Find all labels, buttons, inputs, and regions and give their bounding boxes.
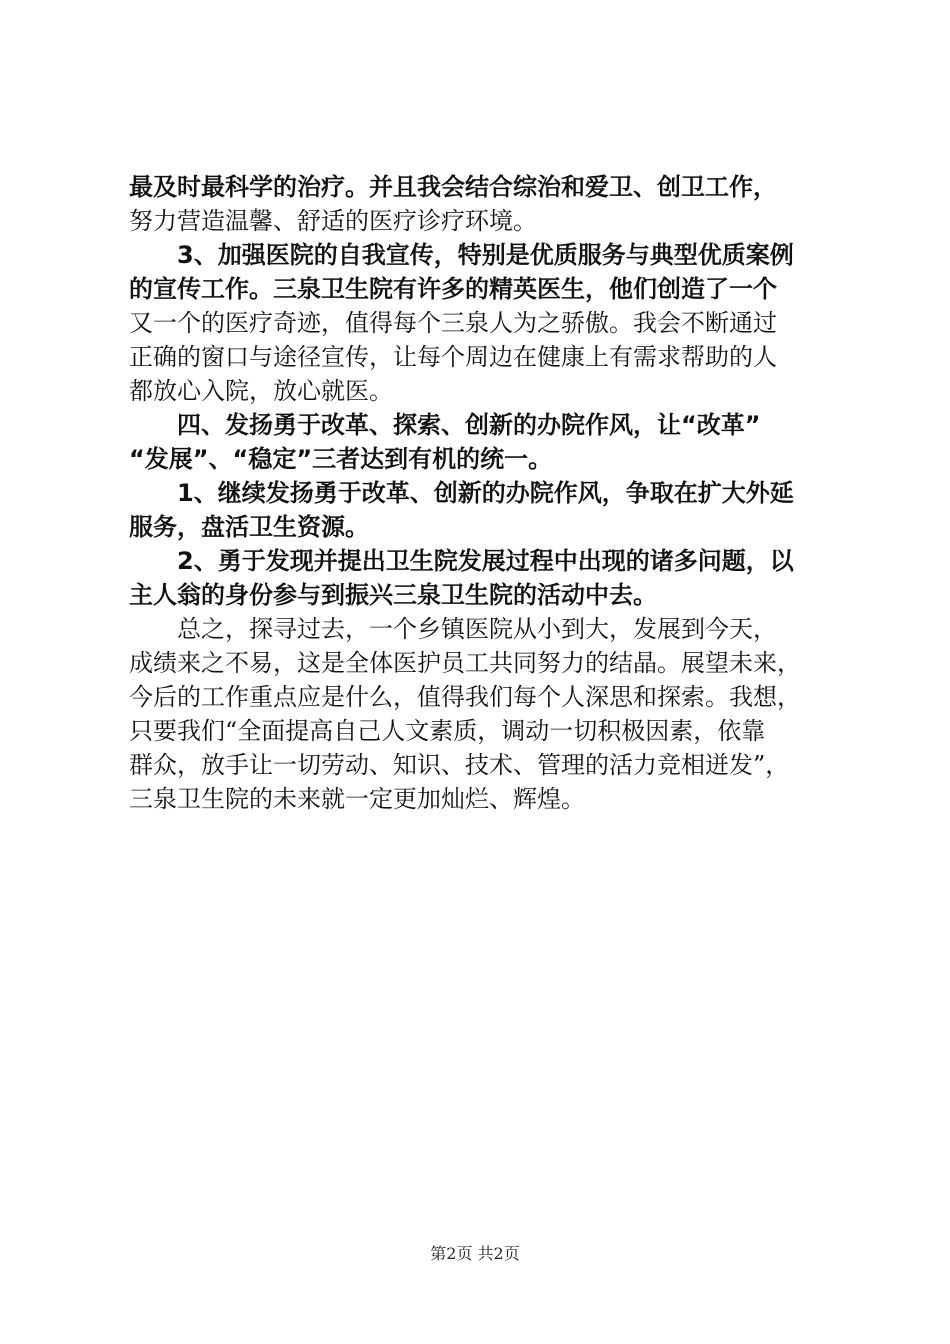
document-body bbox=[129, 170, 831, 816]
text-line: 群众，放手让一切劳动、知识、技术、管理的活力竞相迸发”， bbox=[129, 751, 790, 779]
text-line: 总之，探寻过去，一个乡镇医院从小到大，发展到今天， bbox=[177, 615, 777, 643]
text-line: 三泉卫生院的未来就一定更加灿烂、辉煌。 bbox=[129, 785, 585, 813]
text-line: 只要我们“全面提高自己人文素质，调动一切积极因素，依靠 bbox=[129, 717, 766, 745]
text-line: 成绩来之不易，这是全体医护员工共同努力的结晶。展望未来， bbox=[129, 649, 801, 677]
text-line: 都放心入院，放心就医。 bbox=[129, 377, 393, 405]
page-number-footer: 第2页 共2页 bbox=[430, 1244, 520, 1263]
text-line: 最及时最科学的治疗。并且我会结合综治和爱卫、创卫工作， bbox=[129, 173, 777, 201]
text-line: 又一个的医疗奇迹，值得每个三泉人为之骄傲。我会不断通过 bbox=[129, 309, 777, 337]
text-line: 主人翁的身份参与到振兴三泉卫生院的活动中去。 bbox=[129, 581, 657, 609]
text-line: 3、加强医院的自我宣传，特别是优质服务与典型优质案例 bbox=[177, 241, 794, 269]
section-heading-line: “发展”、“稳定”三者达到有机的统一。 bbox=[129, 445, 553, 473]
text-line: 1、继续发扬勇于改革、创新的办院作风，争取在扩大外延 bbox=[177, 479, 794, 507]
text-line: 2、勇于发现并提出卫生院发展过程中出现的诸多问题，以 bbox=[177, 547, 794, 575]
text-line: 正确的窗口与途径宣传，让每个周边在健康上有需求帮助的人 bbox=[129, 343, 777, 371]
section-heading-line: 四、发扬勇于改革、探索、创新的办院作风，让“改革” bbox=[177, 411, 761, 439]
text-line: 努力营造温馨、舒适的医疗诊疗环境。 bbox=[129, 207, 537, 235]
text-line: 今后的工作重点应是什么，值得我们每个人深思和探索。我想， bbox=[129, 683, 801, 711]
text-line: 服务，盘活卫生资源。 bbox=[129, 513, 369, 541]
text-line: 的宣传工作。三泉卫生院有许多的精英医生，他们创造了一个 bbox=[129, 275, 777, 303]
